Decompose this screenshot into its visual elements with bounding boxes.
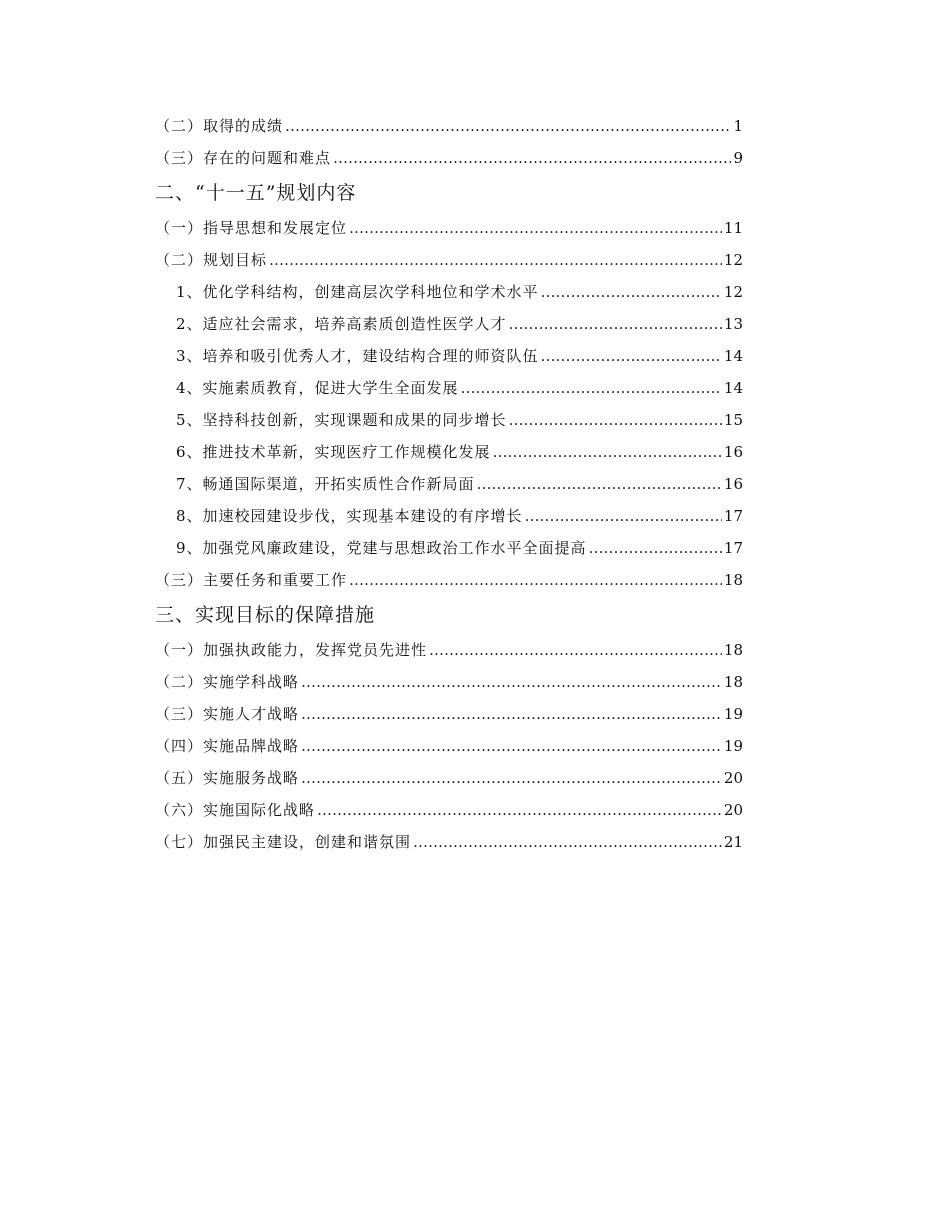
toc-dot-leader: [333, 142, 731, 174]
toc-entry-title: 9、加强党风廉政建设，党建与思想政治工作水平全面提高: [176, 539, 587, 557]
toc-heading-title: 二、“十一五”规划内容: [155, 182, 357, 204]
toc-entry-title: 4、实施素质教育，促进大学生全面发展: [176, 379, 459, 397]
toc-entry: [155, 244, 743, 276]
toc-subentry: [155, 372, 743, 404]
toc-page-number: 12: [723, 251, 743, 269]
toc-dot-leader: [349, 212, 722, 244]
toc-page-number: 17: [723, 507, 743, 525]
toc-dot-leader: [301, 698, 722, 730]
toc-subentry: [155, 436, 743, 468]
toc-page-number: 18: [723, 641, 743, 659]
toc-page-number: 20: [723, 801, 743, 819]
toc-entry: [155, 212, 743, 244]
toc-dot-leader: [509, 308, 722, 340]
toc-entry-title: 3、培养和吸引优秀人才，建设结构合理的师资队伍: [176, 347, 539, 365]
toc-entry-title: 7、畅通国际渠道，开拓实质性合作新局面: [176, 475, 475, 493]
toc-subentry: [155, 340, 743, 372]
toc-dot-leader: [317, 794, 722, 826]
toc-entry-title: 2、适应社会需求，培养高素质创造性医学人才: [176, 315, 507, 333]
toc-dot-leader: [349, 564, 722, 596]
toc-page-number: 15: [723, 411, 743, 429]
toc-entry: [155, 730, 743, 762]
toc-page-number: 20: [723, 769, 743, 787]
toc-entry-title: 1、优化学科结构，创建高层次学科地位和学术水平: [176, 283, 539, 301]
toc-page-number: 18: [723, 571, 743, 589]
toc-entry: [155, 634, 743, 666]
table-of-contents: [155, 110, 743, 858]
toc-dot-leader: [493, 436, 722, 468]
toc-entry: [155, 666, 743, 698]
toc-page-number: 21: [723, 833, 743, 851]
toc-entry-title: （五）实施服务战略: [155, 769, 300, 787]
toc-entry: [155, 826, 743, 858]
toc-dot-leader: [413, 826, 722, 858]
toc-entry: [155, 110, 743, 142]
toc-page-number: 19: [723, 737, 743, 755]
toc-entry-title: （三）主要任务和重要工作: [155, 571, 348, 589]
toc-page-number: 18: [723, 673, 743, 691]
toc-entry-title: （三）实施人才战略: [155, 705, 300, 723]
toc-page-number: 11: [723, 219, 743, 237]
toc-dot-leader: [541, 340, 722, 372]
toc-subentry: [155, 308, 743, 340]
toc-dot-leader: [461, 372, 722, 404]
toc-subentry: [155, 404, 743, 436]
toc-page-number: 16: [723, 475, 743, 493]
toc-entry-title: （二）规划目标: [155, 251, 268, 269]
toc-page-number: 9: [733, 149, 743, 167]
toc-page-number: 16: [723, 443, 743, 461]
toc-entry-title: （六）实施国际化战略: [155, 801, 316, 819]
toc-entry: [155, 698, 743, 730]
toc-dot-leader: [301, 762, 722, 794]
toc-entry: [155, 794, 743, 826]
toc-page-number: 17: [723, 539, 743, 557]
toc-section-heading: [155, 596, 743, 634]
toc-heading-title: 三、实现目标的保障措施: [155, 604, 376, 626]
toc-entry-title: （七）加强民主建设，创建和谐氛围: [155, 833, 412, 851]
toc-dot-leader: [509, 404, 722, 436]
toc-section-heading: [155, 174, 743, 212]
toc-dot-leader: [301, 730, 722, 762]
toc-page-number: 14: [723, 347, 743, 365]
toc-dot-leader: [477, 468, 722, 500]
toc-entry-title: （二）取得的成绩: [155, 117, 284, 135]
toc-entry-title: 8、加速校园建设步伐，实现基本建设的有序增长: [176, 507, 523, 525]
toc-entry-title: （一）指导思想和发展定位: [155, 219, 348, 237]
toc-entry-title: （四）实施品牌战略: [155, 737, 300, 755]
toc-entry-title: 6、推进技术革新，实现医疗工作规模化发展: [176, 443, 491, 461]
toc-dot-leader: [589, 532, 722, 564]
toc-page-number: 13: [723, 315, 743, 333]
toc-entry-title: （三）存在的问题和难点: [155, 149, 332, 167]
toc-entry-title: （二）实施学科战略: [155, 673, 300, 691]
toc-dot-leader: [525, 500, 722, 532]
toc-entry: [155, 142, 743, 174]
toc-subentry: [155, 500, 743, 532]
toc-page-number: 19: [723, 705, 743, 723]
toc-entry-title: （一）加强执政能力，发挥党员先进性: [155, 641, 428, 659]
toc-page-number: 12: [723, 283, 743, 301]
toc-dot-leader: [269, 244, 722, 276]
toc-subentry: [155, 276, 743, 308]
toc-page-number: 1: [733, 117, 743, 135]
toc-page-number: 14: [723, 379, 743, 397]
toc-entry-title: 5、坚持科技创新，实现课题和成果的同步增长: [176, 411, 507, 429]
toc-subentry: [155, 468, 743, 500]
toc-dot-leader: [429, 634, 722, 666]
toc-dot-leader: [301, 666, 722, 698]
toc-entry: [155, 762, 743, 794]
toc-dot-leader: [541, 276, 722, 308]
toc-entry: [155, 564, 743, 596]
toc-dot-leader: [285, 110, 731, 142]
toc-subentry: [155, 532, 743, 564]
